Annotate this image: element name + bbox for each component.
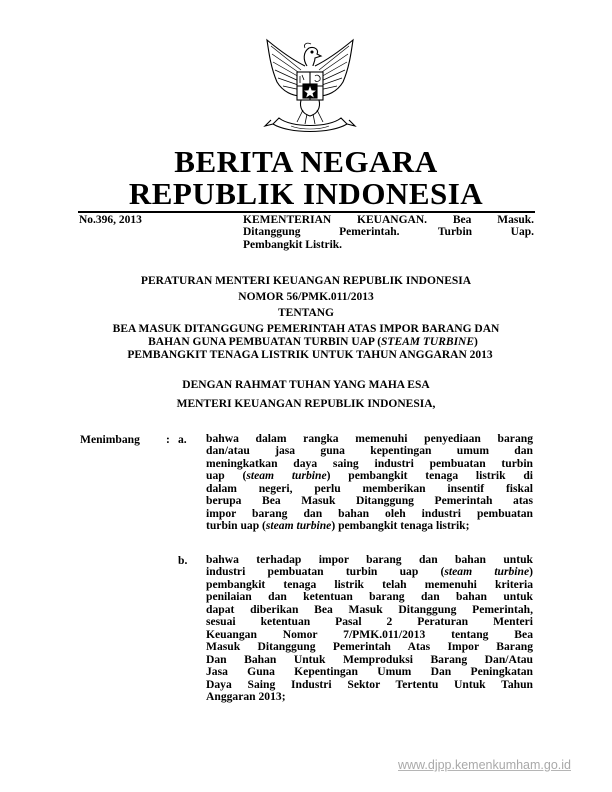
subject-italic-text: STEAM TURBINE (381, 336, 475, 348)
body-line: industri pembuatan turbin uap (steam turbine) (206, 565, 533, 579)
body-line: bahwa terhadap impor barang dan bahan untuk (206, 553, 533, 566)
considerations-label: Menimbang (80, 433, 140, 446)
body-line: bahwa dalam rangka memenuhi penyediaan barang (206, 432, 533, 445)
regulation-tentang: TENTANG (277, 307, 335, 319)
body-line: impor barang dan bahan oleh industri pembuatan (206, 506, 533, 520)
body-line: turbin uap (steam turbine) pembangkit tenaga listrik; (206, 519, 470, 533)
body-line: Jasa Guna Kepentingan Umum Dan Peningkatan (206, 665, 533, 679)
body-line: dapat diberikan Bea Masuk Ditanggung Pemerintah, (206, 602, 533, 616)
invocation-line2: MENTERI KEUANGAN REPUBLIK INDONESIA, (176, 398, 436, 410)
item-letter: b. (178, 554, 188, 567)
body-line: dalam negeri, perlu memberikan insentif fiskal (206, 481, 533, 495)
body-line: Anggaran 2013; (206, 689, 286, 703)
body-line: meningkatkan daya saing industri pembuatan turbin (206, 456, 533, 470)
subject-line: Ditanggung Pemerintah. Turbin Uap. (243, 226, 534, 239)
body-line: pembangkit tenaga listrik telah memenuhi kriteria (206, 577, 533, 591)
gazette-title-line1: BERITA NEGARA (174, 144, 438, 179)
footer-url-link[interactable]: www.djpp.kemenkumham.go.id (398, 758, 571, 772)
body-line: Keuangan Nomor 7/PMK.011/2013 tentang Bea (206, 627, 533, 641)
gazette-title-line2: REPUBLIK INDONESIA (128, 176, 484, 211)
garuda-emblem-icon (257, 36, 363, 140)
regulation-subject-line2 (0, 336, 612, 349)
item-letter: a. (178, 433, 187, 446)
body-line: sesuai ketentuan Pasal 2 Peraturan Menteri (206, 615, 533, 629)
body-line: berupa Bea Masuk Ditanggung Pemerintah atas (206, 494, 533, 508)
body-line: dan/atau jasa guna kepentingan umum dan (206, 444, 533, 458)
body-line: Dan Bahan Untuk Memproduksi Barang Dan/Atau (206, 652, 533, 666)
invocation-line1: DENGAN RAHMAT TUHAN YANG MAHA ESA (182, 379, 430, 391)
header-divider (78, 211, 535, 213)
item-body (206, 554, 533, 703)
regulation-subject-line1: BEA MASUK DITANGGUNG PEMERINTAH ATAS IMPOR BARANG DAN (112, 323, 500, 335)
body-line: Masuk Ditanggung Pemerintah Atas Impor Barang (206, 640, 533, 654)
body-line: Daya Saing Industri Sektor Tertentu Untuk Tahun (206, 677, 533, 691)
subject-line: Pembangkit Listrik. (243, 238, 343, 251)
regulation-subject-line3: PEMBANGKIT TENAGA LISTRIK UNTUK TAHUN ANGGARAN 2013 (127, 349, 493, 361)
document-number: No.396, 2013 (79, 214, 142, 226)
considerations-colon: : (166, 433, 170, 446)
document-subject (243, 214, 534, 251)
subject-text: BAHAN GUNA PEMBUATAN TURBIN UAP ( (148, 336, 382, 348)
subject-text: ) (474, 336, 478, 348)
body-line: uap (steam turbine) pembangkit tenaga listrik di (206, 469, 533, 483)
subject-line: KEMENTERIAN KEUANGAN. Bea Masuk. (243, 214, 534, 226)
regulation-number: NOMOR 56/PMK.011/2013 (238, 291, 374, 303)
item-body (206, 433, 533, 533)
body-line: penilaian dan ketentuan barang dan bahan untuk (206, 590, 533, 604)
regulation-title: PERATURAN MENTERI KEUANGAN REPUBLIK INDONESIA (140, 275, 472, 287)
